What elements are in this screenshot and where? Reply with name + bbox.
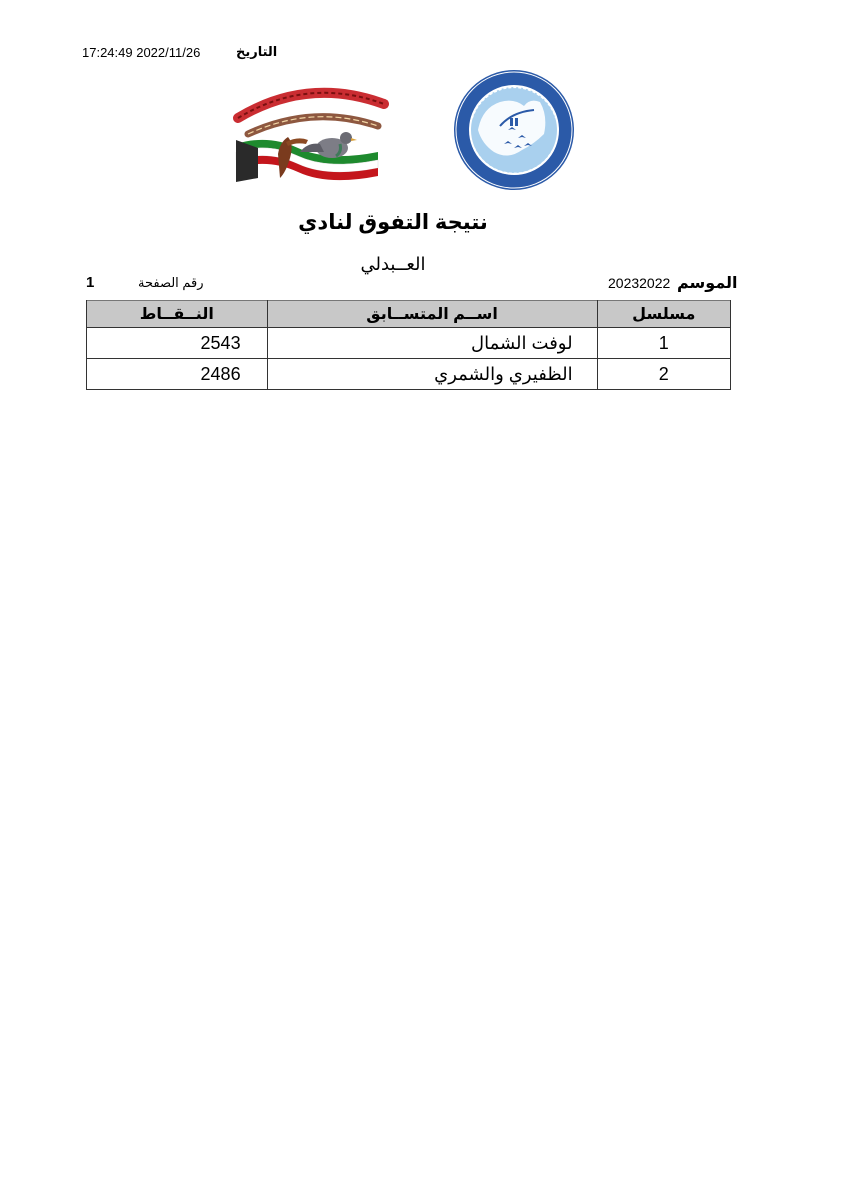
federation-logo <box>452 68 576 192</box>
row-serial: 2 <box>597 359 730 390</box>
column-header-name: اســم المتســابق <box>267 299 597 328</box>
season-value: 20232022 <box>608 275 671 291</box>
club-name: العــبدلي <box>360 254 426 274</box>
report-title: نتيجة التفوق لنادي <box>298 211 488 234</box>
table-header-row <box>87 299 731 328</box>
report-date: 17:24:49 2022/11/26 <box>82 45 201 60</box>
club-logo <box>228 82 390 190</box>
page-number-label: رقم الصفحة <box>138 275 204 290</box>
date-label: التاريخ <box>236 44 278 59</box>
page-number: 1 <box>86 274 95 291</box>
row-points: 2486 <box>87 359 268 390</box>
row-points: 2543 <box>87 328 268 359</box>
column-header-points: النــقــاط <box>87 299 268 328</box>
table-row <box>87 359 731 390</box>
season-label: الموسم <box>677 275 738 292</box>
column-header-serial: مسلسل <box>597 299 730 328</box>
results-table <box>86 297 731 390</box>
table-row <box>87 328 731 359</box>
row-name: الظفيري والشمري <box>267 359 597 390</box>
row-name: لوفت الشمال <box>267 328 597 359</box>
row-serial: 1 <box>597 328 730 359</box>
